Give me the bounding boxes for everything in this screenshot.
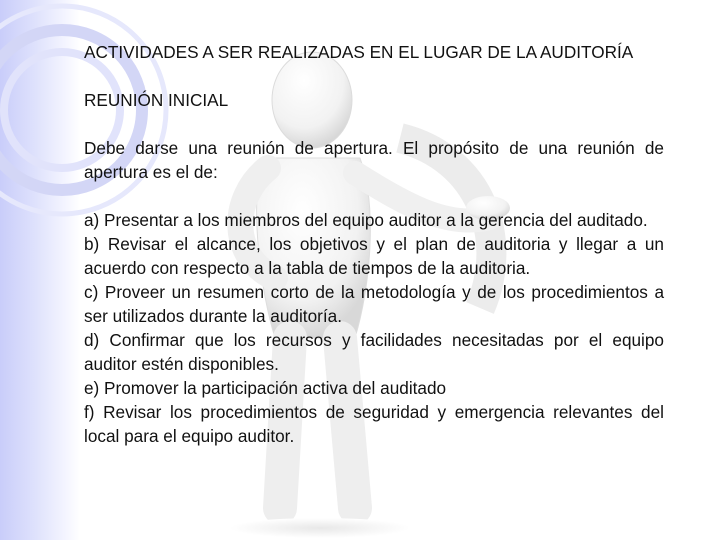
list-item: c) Proveer un resumen corto de la metodología y de los procedimientos a ser utilizados durante la auditoría. [84,282,664,326]
slide-content [84,40,664,448]
slide-subheading: REUNIÓN INICIAL [84,90,229,110]
list-item: e) Promover la participación activa del auditado [84,378,447,398]
list-item: a) Presentar a los miembros del equipo auditor a la gerencia del auditado. [84,210,648,230]
intro-paragraph: Debe darse una reunión de apertura. El propósito de una reunión de apertura es el de: [84,138,664,182]
slide-heading: ACTIVIDADES A SER REALIZADAS EN EL LUGAR DE LA AUDITORÍA [84,42,634,62]
list-item: d) Confirmar que los recursos y facilidades necesitadas por el equipo auditor estén disponibles. [84,330,664,374]
list-item: f) Revisar los procedimientos de seguridad y emergencia relevantes del local para el equipo auditor. [84,402,664,446]
list-item: b) Revisar el alcance, los objetivos y el plan de auditoria y llegar a un acuerdo con respecto a la tabla de tiempos de la auditoria. [84,234,664,278]
